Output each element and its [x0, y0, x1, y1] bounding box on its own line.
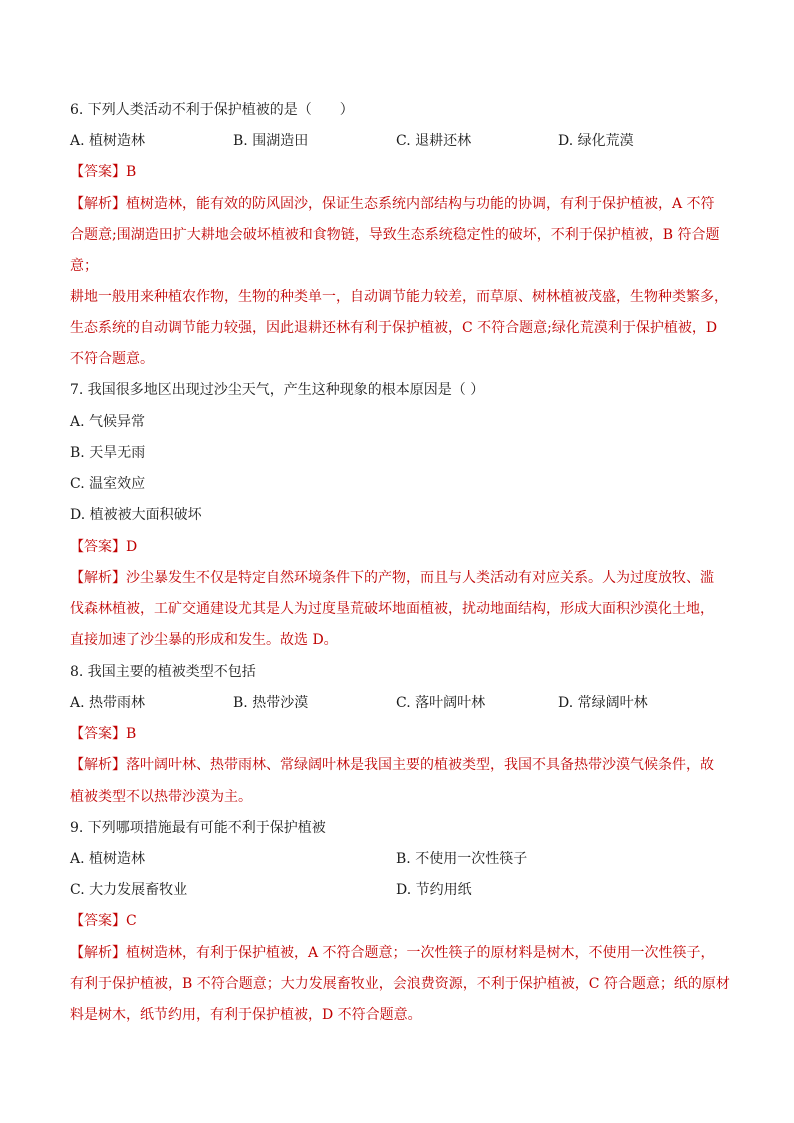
question-7-stem: 7. 我国很多地区出现过沙尘天气，产生这种现象的根本原因是（ ） [70, 382, 485, 398]
question-9-stem: 9. 下列哪项措施最有可能不利于保护植被 [70, 820, 326, 836]
question-9-option-d: D. 节约用纸 [396, 882, 472, 898]
question-6-answer [70, 162, 136, 182]
analysis-text: 植树造林，有利于保护植被，A 不符合题意；一次性筷子的原材料是树木，不使用一次性筷子， [126, 945, 715, 961]
question-9-option-a: A. 植树造林 [70, 851, 146, 867]
question-7-analysis-line-1 [70, 568, 714, 588]
question-6-analysis-line-4: 耕地一般用来种植农作物，生物的种类单一，自动调节能力较差，而草原、树林植被茂盛，生物种类繁多， [70, 289, 728, 305]
question-7-option-d: D. 植被被大面积破坏 [70, 507, 202, 523]
question-8-option-a: A. 热带雨林 [70, 695, 146, 711]
question-6-option-c: C. 退耕还林 [396, 133, 472, 149]
question-8-option-c: C. 落叶阔叶林 [396, 695, 486, 711]
analysis-label: 【解析】 [70, 570, 126, 586]
question-8-option-b: B. 热带沙漠 [233, 695, 309, 711]
analysis-text: 落叶阔叶林、热带雨林、常绿阔叶林是我国主要的植被类型，我国不具备热带沙漠气候条件，故 [126, 757, 714, 773]
answer-label: 【答案】 [70, 164, 126, 180]
answer-value: C [126, 913, 137, 929]
question-9-analysis-line-1 [70, 943, 715, 963]
question-7-option-b: B. 天旱无雨 [70, 445, 146, 461]
analysis-text: 植树造林，能有效的防风固沙，保证生态系统内部结构与功能的协调，有利于保护植被，A 不符 [126, 196, 715, 212]
question-8-answer [70, 724, 136, 744]
analysis-label: 【解析】 [70, 945, 126, 961]
question-7-analysis-line-3: 直接加速了沙尘暴的形成和发生。故选 D。 [70, 632, 338, 648]
question-9-answer [70, 911, 137, 931]
question-6-analysis-line-1 [70, 194, 715, 214]
analysis-text: 沙尘暴发生不仅是特定自然环境条件下的产物，而且与人类活动有对应关系。人为过度放牧、滥 [126, 570, 714, 586]
answer-value: D [126, 539, 138, 555]
question-7-answer [70, 537, 137, 557]
answer-label: 【答案】 [70, 726, 126, 742]
question-8-stem: 8. 我国主要的植被类型不包括 [70, 664, 256, 680]
question-7-option-a: A. 气候异常 [70, 414, 146, 430]
question-9-analysis-line-3: 料是树木，纸节约用，有利于保护植被，D 不符合题意。 [70, 1007, 422, 1023]
question-8-analysis-line-2: 植被类型不以热带沙漠为主。 [70, 789, 252, 805]
question-6-analysis-line-6: 不符合题意。 [70, 351, 154, 367]
question-7-analysis-line-2: 伐森林植被，工矿交通建设尤其是人为过度垦荒破坏地面植被，扰动地面结构，形成大面积沙漠化土地， [70, 601, 714, 617]
analysis-label: 【解析】 [70, 757, 126, 773]
question-9-analysis-line-2: 有利于保护植被，B 不符合题意；大力发展畜牧业，会浪费资源，不利于保护植被，C 符合题意；纸的原材 [70, 976, 730, 992]
question-9-option-c: C. 大力发展畜牧业 [70, 882, 188, 898]
answer-value: B [126, 726, 137, 742]
answer-label: 【答案】 [70, 539, 126, 555]
question-6-option-b: B. 围湖造田 [233, 133, 309, 149]
question-6-analysis-line-5: 生态系统的自动调节能力较强，因此退耕还林有利于保护植被，C 不符合题意;绿化荒漠利于保护植被，D [70, 320, 718, 336]
question-7-option-c: C. 温室效应 [70, 476, 146, 492]
question-8-option-d: D. 常绿阔叶林 [558, 695, 648, 711]
question-9-option-b: B. 不使用一次性筷子 [396, 851, 528, 867]
analysis-label: 【解析】 [70, 196, 126, 212]
question-6-option-a: A. 植树造林 [70, 133, 146, 149]
question-8-analysis-line-1 [70, 755, 714, 775]
answer-value: B [126, 164, 137, 180]
question-6-option-d: D. 绿化荒漠 [558, 133, 634, 149]
question-6-analysis-line-2: 合题意;围湖造田扩大耕地会破坏植被和食物链，导致生态系统稳定性的破坏，不利于保护植被，B 符合题 [70, 227, 720, 243]
question-6-stem: 6. 下列人类活动不利于保护植被的是（ ） [70, 102, 354, 118]
answer-label: 【答案】 [70, 913, 126, 929]
question-6-analysis-line-3: 意； [70, 258, 98, 274]
